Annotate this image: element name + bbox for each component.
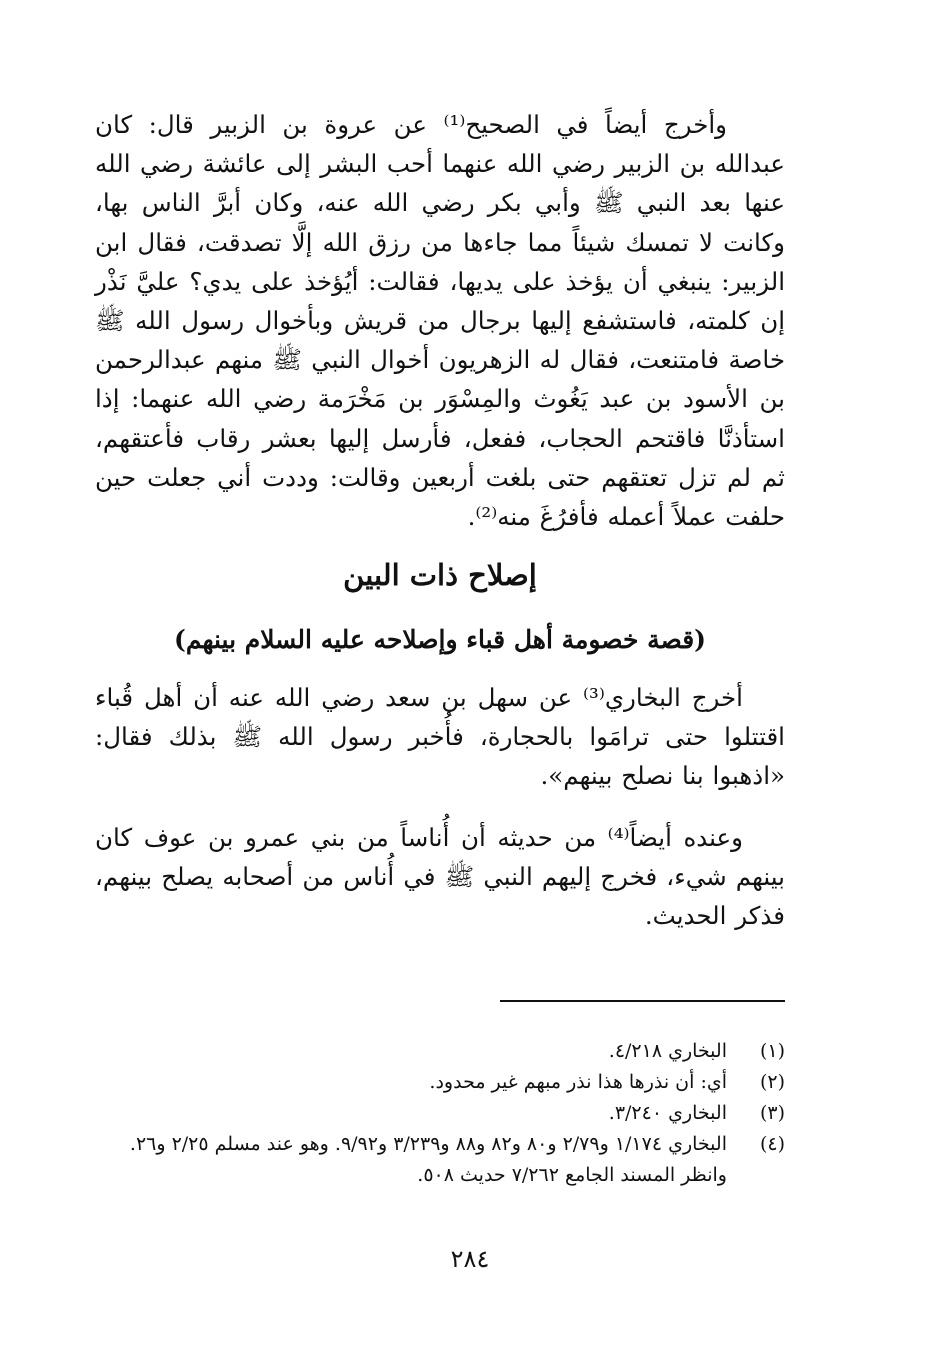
footnote-4 — [85, 1129, 785, 1191]
footnotes — [85, 1036, 785, 1191]
footnote-number: (٢) — [759, 1071, 785, 1093]
paragraph-3: وعنده أيضاً⁽⁴⁾ من حديثه أن أُناساً من بني عمرو بن عوف كان بينهم شيء، فخرج إليهم النبي ﷺ في أُناس من أصحابه يصلح بينهم، فذكر الحديث. — [95, 823, 785, 931]
footnote-text: البخاري ٣/٢٤٠. — [608, 1102, 727, 1124]
page-number: ٢٨٤ — [450, 1245, 490, 1273]
footnote-number: (٤) — [759, 1133, 785, 1155]
footnote-text: البخاري ١/١٧٤ و٢/٧٩ و٨٠ و٨٢ و٨٨ و٣/٢٣٩ و٩/٩٢. وهو عند مسلم ٢/٢٥ و٢٦. وانظر المسند الجامع ٧/٢٦٢ حديث ٥٠٨. — [129, 1133, 727, 1186]
footnote-text: أي: أن نذرها هذا نذر مبهم غير محدود. — [429, 1071, 727, 1093]
footnote-1 — [85, 1036, 785, 1067]
paragraph-2: أخرج البخاري⁽³⁾ عن سهل بن سعد رضي الله عنه أن أهل قُباء اقتتلوا حتى ترامَوا بالحجارة، فأُخبر رسول الله ﷺ بذلك فقال: «اذهبوا بنا نصلح بينهم». — [95, 683, 785, 791]
subsection-heading: (قصة خصومة أهل قباء وإصلاحه عليه السلام بينهم) — [173, 625, 707, 654]
footnote-separator — [500, 1000, 785, 1002]
footnote-2 — [85, 1067, 785, 1098]
footnote-number: (٣) — [759, 1102, 785, 1124]
section-heading: إصلاح ذات البين — [343, 558, 537, 592]
paragraph-1: وأخرج أيضاً في الصحيح⁽¹⁾ عن عروة بن الزبير قال: كان عبدالله بن الزبير رضي الله عنهما أحب البشر إلى عائشة رضي الله عنها بعد النبي ﷺ وأبي بكر رضي الله عنه، وكان أبرَّ الناس بها، وكانت لا تمسك شيئاً مما جاءها من رزق الله إلَّا تصدقت، فقال ابن الزبير: ينبغي أن يؤخذ على يديها، فقالت: أيُؤخذ على يدي؟ عليَّ نَذْر إن كلمته، فاستشفع إليها برجال من قريش وبأخوال رسول الله ﷺ خاصة فامتنعت، فقال له الزهريون أخوال النبي ﷺ منهم عبدالرحمن بن الأسود بن عبد يَغُوث والمِسْوَر بن مَخْرَمة رضي الله عنهما: إذا استأذنَّا فاقتحم الحجاب، ففعل، فأرسل إليها بعشر رقاب فأعتقهم، ثم لم تزل تعتقهم حتى بلغت أربعين وقالت: وددت أني جعلت حين حلفت عملاً أعمله فأفرُغَ منه⁽²⁾. — [95, 110, 785, 532]
footnote-3 — [85, 1098, 785, 1129]
footnote-number: (١) — [759, 1040, 785, 1062]
footnote-text: البخاري ٤/٢١٨. — [608, 1040, 727, 1062]
